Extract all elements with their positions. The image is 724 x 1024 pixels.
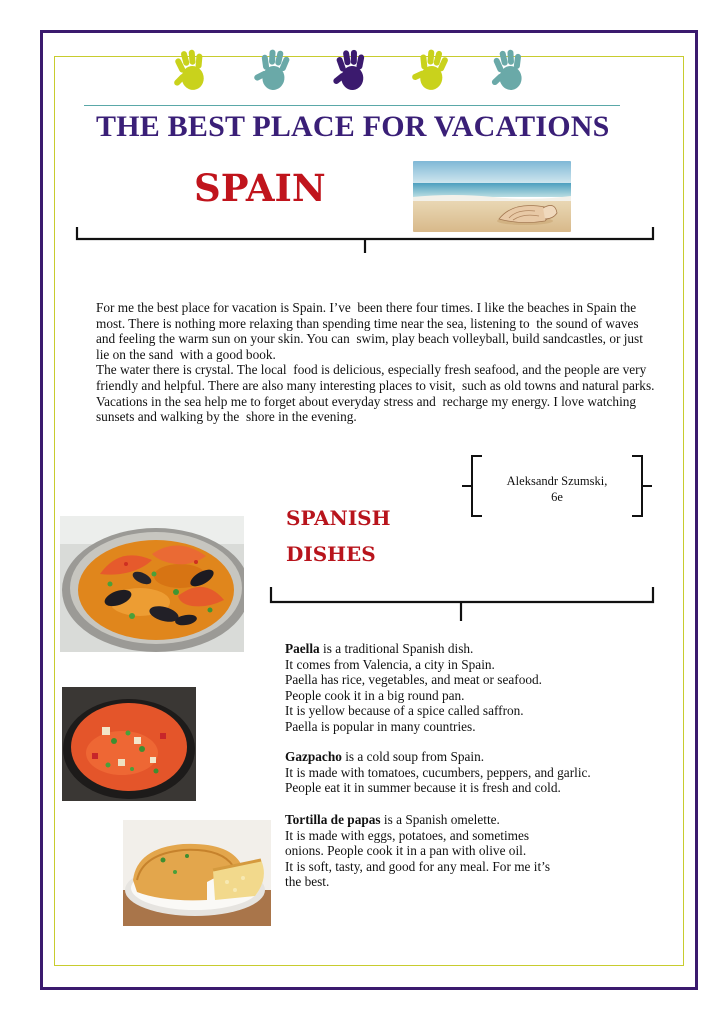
handprints-decoration	[170, 44, 540, 100]
paella-photo	[60, 516, 244, 652]
page-title: THE BEST PLACE FOR VACATIONS	[96, 110, 610, 143]
author-name: Aleksandr Szumski,	[506, 474, 608, 488]
dish-line: onions. People cook it in a pan with olive oil.	[285, 843, 527, 859]
dish-line: It is yellow because of a spice called saffron.	[285, 703, 524, 719]
dish-intro-line	[285, 812, 665, 828]
dish-line: It is soft, tasty, and good for any meal. For me it’s	[285, 858, 551, 874]
gazpacho-description	[285, 749, 665, 796]
dish-intro-line	[285, 641, 665, 657]
tortilla-description	[285, 812, 665, 890]
handprint-icon	[488, 44, 532, 96]
dish-line: It is made with tomatoes, cucumbers, peppers, and garlic.	[285, 764, 591, 780]
dish-line: It is made with eggs, potatoes, and sometimes	[285, 827, 530, 843]
dish-intro-text: is a traditional Spanish dish.	[319, 641, 474, 656]
title-divider	[84, 105, 620, 106]
dish-line: Paella has rice, vegetables, and meat or seafood.	[285, 672, 542, 688]
dish-intro-text: is a cold soup from Spain.	[341, 749, 485, 764]
dish-name: Paella	[285, 641, 320, 656]
dishes-heading-line: DISHES	[286, 542, 376, 566]
dishes-divider-bracket	[270, 586, 654, 622]
beach-photo	[413, 161, 571, 232]
handprint-icon	[170, 44, 214, 96]
handprint-icon	[330, 44, 374, 96]
dish-line: People cook it in a big round pan.	[285, 687, 465, 703]
dishes-heading	[286, 500, 391, 572]
intro-text	[96, 300, 656, 425]
dish-intro-line	[285, 749, 665, 765]
author-class: 6e	[551, 490, 563, 504]
dish-line: It comes from Valencia, a city in Spain.	[285, 656, 495, 672]
dishes-heading-line: SPANISH	[286, 506, 391, 530]
tortilla-photo	[123, 820, 271, 926]
dish-intro-text: is a Spanish omelette.	[380, 812, 500, 827]
handprint-icon	[252, 44, 296, 96]
dish-name: Gazpacho	[285, 749, 342, 764]
author-credit	[474, 473, 640, 505]
intro-paragraph: Vacations in the sea help me to forget about everyday stress and recharge my energy. I love watching sunsets and walking by the shore in the evening.	[96, 393, 640, 425]
dish-line: the best.	[285, 874, 330, 890]
country-heading: SPAIN	[194, 166, 326, 210]
gazpacho-photo	[62, 687, 196, 801]
paella-description	[285, 641, 665, 735]
handprint-icon	[410, 44, 454, 96]
dish-name: Tortilla de papas	[285, 812, 381, 827]
intro-paragraph: The water there is crystal. The local food is delicious, especially fresh seafood, and the people are very friendly and helpful. There are also many interesting places to visit, such as old towns and natural parks.	[96, 362, 655, 393]
intro-paragraph: For me the best place for vacation is Spain. I’ve been there four times. I like the beaches in Spain the most. There is nothing more relaxing than spending time near the sea, listening to the sound of waves and feeling the warm sun on your skin. You can swim, play beach volleyball, build sandcastles, or just lie on the sand with a good book.	[96, 300, 647, 362]
section-divider-bracket	[76, 226, 654, 254]
author-box	[460, 454, 654, 518]
dish-line: Paella is popular in many countries.	[285, 718, 476, 734]
dish-line: People eat it in summer because it is fresh and cold.	[285, 780, 561, 796]
